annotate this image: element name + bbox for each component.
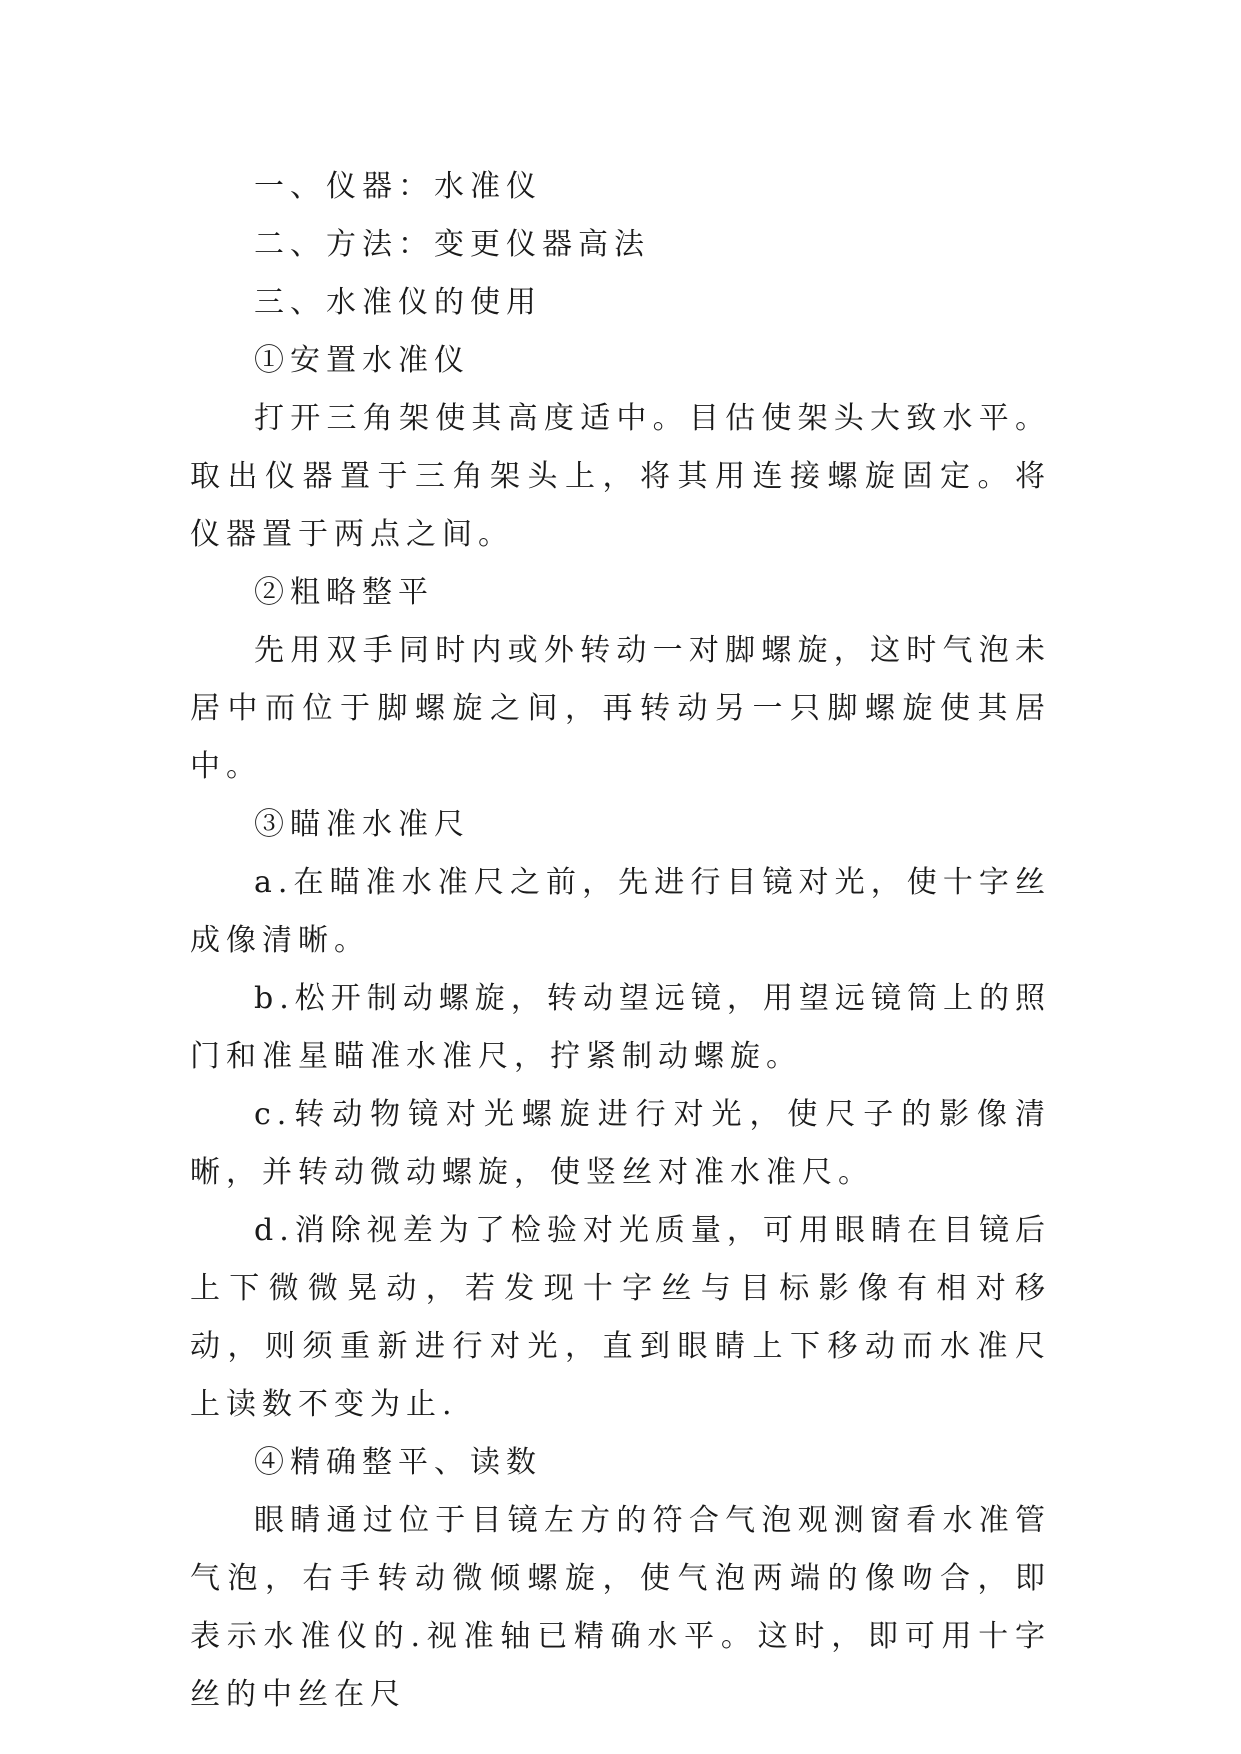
paragraph-step-3d: d.消除视差为了检验对光质量，可用眼睛在目镜后上下微微晃动，若发现十字丝与目标影像有相对移动，则须重新进行对光，直到眼睛上下移动而水准尺上读数不变为止.	[190, 1213, 1051, 1422]
paragraph-step-3-title: ③瞄准水准尺	[254, 807, 470, 842]
paragraph-step-1-text: 打开三角架使其高度适中。目估使架头大致水平。取出仪器置于三角架头上，将其用连接螺旋固定。将仪器置于两点之间。	[190, 401, 1051, 552]
paragraph-step-3c: c.转动物镜对光螺旋进行对光，使尺子的影像清晰，并转动微动螺旋，使竖丝对准水准尺。	[190, 1097, 1051, 1190]
paragraph-heading-instrument: 一、仪器：水准仪	[254, 169, 542, 204]
paragraph-step-4-title: ④精确整平、读数	[254, 1445, 542, 1480]
document-body	[190, 158, 1051, 1724]
paragraph-step-3a: a.在瞄准水准尺之前，先进行目镜对光，使十字丝成像清晰。	[190, 865, 1051, 958]
paragraph-step-2-text: 先用双手同时内或外转动一对脚螺旋，这时气泡未居中而位于脚螺旋之间，再转动另一只脚螺旋使其居中。	[190, 633, 1051, 784]
paragraph-step-2-title: ②粗略整平	[254, 575, 434, 610]
paragraph-step-3b: b.松开制动螺旋，转动望远镜，用望远镜筒上的照门和准星瞄准水准尺，拧紧制动螺旋。	[190, 981, 1051, 1074]
paragraph-heading-method: 二、方法：变更仪器高法	[254, 227, 650, 262]
paragraph-step-1-title: ①安置水准仪	[254, 343, 470, 378]
paragraph-heading-usage: 三、水准仪的使用	[254, 285, 542, 320]
paragraph-step-4-text: 眼睛通过位于目镜左方的符合气泡观测窗看水准管气泡，右手转动微倾螺旋，使气泡两端的像吻合，即表示水准仪的.视准轴已精确水平。这时，即可用十字丝的中丝在尺	[190, 1503, 1051, 1712]
